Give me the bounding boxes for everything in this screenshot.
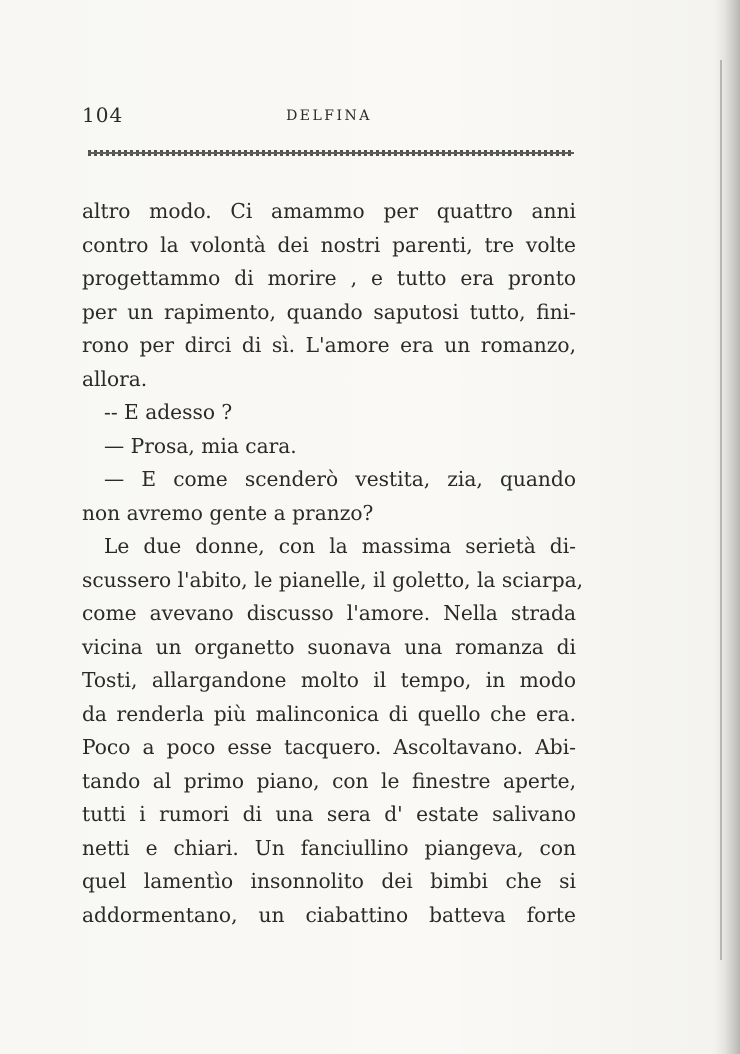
text-line: addormentano, un ciabattino batteva forte [82, 902, 576, 927]
dialogue-line: — Prosa, mia cara. [104, 433, 297, 458]
paragraph-start-line: Le due donne, con la massima serietà di- [104, 534, 576, 558]
spine-shadow [714, 0, 740, 1054]
text-line: per un rapimento, quando saputosi tutto, fini- [82, 299, 576, 324]
text-line: quel lamentìo insonnolito dei bimbi che si [82, 869, 576, 893]
text-line: da renderla più malinconica di quello che era. [82, 701, 576, 726]
text-line: netti e chiari. Un fanciullino piangeva, con [82, 835, 576, 860]
text-line: tando al primo piano, con le finestre aperte, [82, 768, 576, 793]
text-line: come avevano discusso l'amore. Nella strada [82, 601, 576, 625]
decorative-rule [88, 150, 574, 156]
text-line: rono per dirci di sì. L'amore era un romanzo, [82, 333, 576, 357]
text-line: scussero l'abito, le pianelle, il goletto, la sciarpa, [82, 567, 584, 592]
page-number: 104 [82, 103, 124, 127]
page-header [82, 103, 576, 129]
text-line: altro modo. Ci amammo per quattro anni [82, 199, 576, 223]
body-text [82, 195, 584, 932]
running-title: DELFINA [286, 108, 372, 124]
dialogue-line: -- E adesso ? [104, 400, 233, 424]
text-line: Poco a poco esse tacquero. Ascoltavano. Abi- [82, 735, 576, 759]
text-line: Tosti, allargandone molto il tempo, in modo [82, 668, 576, 692]
text-line: non avremo gente a pranzo? [82, 500, 374, 525]
text-line: allora. [82, 366, 148, 391]
text-line: vicina un organetto suonava una romanza di [82, 634, 576, 659]
text-line: contro la volontà dei nostri parenti, tre volte [82, 232, 576, 257]
spine-edge [720, 60, 722, 960]
text-line: progettammo di morire , e tutto era pronto [82, 266, 576, 290]
dialogue-line: — E come scenderò vestita, zia, quando [104, 467, 576, 491]
text-line: tutti i rumori di una sera d' estate salivano [82, 802, 576, 826]
